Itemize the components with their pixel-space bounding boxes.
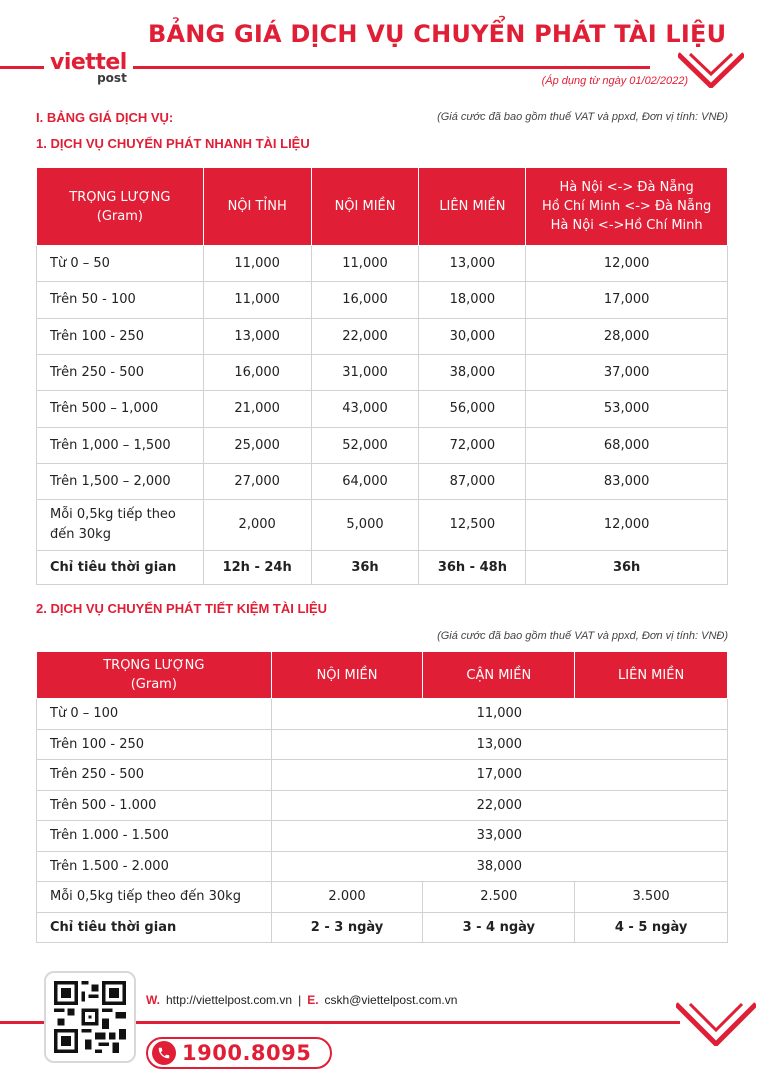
qr-code-icon bbox=[44, 971, 136, 1063]
weight-cell: Trên 100 - 250 bbox=[37, 729, 272, 760]
price-cell: 21,000 bbox=[203, 391, 311, 427]
hotline-number: 1900.8095 bbox=[182, 1041, 312, 1065]
header-noi-mien: NỘI MIỀN bbox=[271, 652, 423, 699]
table-row bbox=[37, 318, 728, 354]
price-cell: 2.000 bbox=[271, 882, 423, 913]
table-row bbox=[37, 246, 728, 282]
table-row bbox=[37, 463, 728, 499]
email-link[interactable]: cskh@viettelpost.com.vn bbox=[324, 993, 458, 1007]
header-special-routes: Hà Nội <-> Đà Nẵng Hồ Chí Minh <-> Đà Nẵng Hà Nội <->Hồ Chí Minh bbox=[526, 168, 728, 246]
contact-separator: | bbox=[298, 993, 302, 1007]
header-lien-mien: LIÊN MIỀN bbox=[575, 652, 728, 699]
price-cell: 13,000 bbox=[419, 246, 526, 282]
logo-wordmark: viettel bbox=[50, 50, 127, 75]
weight-cell: Trên 1.000 - 1.500 bbox=[37, 821, 272, 852]
weight-cell: Từ 0 – 100 bbox=[37, 699, 272, 730]
delivery-time-row bbox=[37, 912, 728, 943]
section-heading: I. BẢNG GIÁ DỊCH VỤ: bbox=[36, 110, 174, 125]
weight-cell: Trên 50 - 100 bbox=[37, 282, 204, 318]
table-row bbox=[37, 354, 728, 390]
weight-cell: Mỗi 0,5kg tiếp theo đến 30kg bbox=[37, 500, 204, 550]
price-cell: 68,000 bbox=[526, 427, 728, 463]
price-cell: 11,000 bbox=[271, 699, 727, 730]
time-cell: 36h bbox=[311, 550, 419, 584]
table-header-row bbox=[37, 168, 728, 246]
time-cell: 12h - 24h bbox=[203, 550, 311, 584]
weight-cell: Mỗi 0,5kg tiếp theo đến 30kg bbox=[37, 882, 272, 913]
weight-cell: Trên 250 - 500 bbox=[37, 760, 272, 791]
price-cell: 30,000 bbox=[419, 318, 526, 354]
price-cell: 2,000 bbox=[203, 500, 311, 550]
table-row bbox=[37, 729, 728, 760]
price-cell: 83,000 bbox=[526, 463, 728, 499]
weight-cell: Từ 0 – 50 bbox=[37, 246, 204, 282]
header-lien-mien: LIÊN MIỀN bbox=[419, 168, 526, 246]
price-cell: 16,000 bbox=[311, 282, 419, 318]
document-title: BẢNG GIÁ DỊCH VỤ CHUYỂN PHÁT TÀI LIỆU bbox=[148, 20, 727, 48]
price-cell: 11,000 bbox=[311, 246, 419, 282]
price-cell: 53,000 bbox=[526, 391, 728, 427]
price-cell: 12,000 bbox=[526, 246, 728, 282]
table-row bbox=[37, 882, 728, 913]
price-cell: 87,000 bbox=[419, 463, 526, 499]
table-row bbox=[37, 699, 728, 730]
phone-icon bbox=[152, 1041, 176, 1065]
price-cell: 17,000 bbox=[271, 760, 727, 791]
price-cell: 16,000 bbox=[203, 354, 311, 390]
weight-cell: Trên 500 – 1,000 bbox=[37, 391, 204, 427]
price-note: (Giá cước đã bao gồm thuế VAT và ppxd, Đơn vị tính: VNĐ) bbox=[437, 111, 728, 123]
price-cell: 37,000 bbox=[526, 354, 728, 390]
header-can-mien: CẬN MIỀN bbox=[423, 652, 575, 699]
time-label-cell: Chỉ tiêu thời gian bbox=[37, 550, 204, 584]
table-row bbox=[37, 391, 728, 427]
viettel-post-logo bbox=[44, 52, 133, 84]
price-cell: 5,000 bbox=[311, 500, 419, 550]
table-header-row bbox=[37, 652, 728, 699]
header-weight: TRỌNG LƯỢNG (Gram) bbox=[37, 168, 204, 246]
time-cell: 2 - 3 ngày bbox=[271, 912, 423, 943]
price-cell: 38,000 bbox=[419, 354, 526, 390]
time-label-cell: Chỉ tiêu thời gian bbox=[37, 912, 272, 943]
time-cell: 3 - 4 ngày bbox=[423, 912, 575, 943]
price-cell: 12,500 bbox=[419, 500, 526, 550]
header-noi-mien: NỘI MIỀN bbox=[311, 168, 419, 246]
table-row bbox=[37, 500, 728, 550]
weight-cell: Trên 1.500 - 2.000 bbox=[37, 851, 272, 882]
weight-cell: Trên 1,000 – 1,500 bbox=[37, 427, 204, 463]
economy-price-table bbox=[36, 651, 728, 943]
weight-cell: Trên 500 - 1.000 bbox=[37, 790, 272, 821]
time-cell: 4 - 5 ngày bbox=[575, 912, 728, 943]
price-cell: 3.500 bbox=[575, 882, 728, 913]
price-cell: 38,000 bbox=[271, 851, 727, 882]
price-cell: 11,000 bbox=[203, 282, 311, 318]
website-link[interactable]: http://viettelpost.com.vn bbox=[166, 993, 293, 1007]
express-price-table bbox=[36, 167, 728, 585]
price-cell: 12,000 bbox=[526, 500, 728, 550]
hotline-badge[interactable] bbox=[146, 1037, 332, 1069]
table-row bbox=[37, 427, 728, 463]
price-cell: 28,000 bbox=[526, 318, 728, 354]
time-cell: 36h - 48h bbox=[419, 550, 526, 584]
price-cell: 13,000 bbox=[271, 729, 727, 760]
time-cell: 36h bbox=[526, 550, 728, 584]
chevron-decoration-icon bbox=[676, 1002, 756, 1046]
contact-line bbox=[146, 993, 457, 1007]
logo-subtext: post bbox=[97, 71, 127, 85]
table-row bbox=[37, 790, 728, 821]
price-cell: 25,000 bbox=[203, 427, 311, 463]
price-cell: 2.500 bbox=[423, 882, 575, 913]
price-cell: 64,000 bbox=[311, 463, 419, 499]
price-cell: 22,000 bbox=[311, 318, 419, 354]
price-cell: 33,000 bbox=[271, 821, 727, 852]
price-cell: 11,000 bbox=[203, 246, 311, 282]
price-cell: 43,000 bbox=[311, 391, 419, 427]
weight-cell: Trên 100 - 250 bbox=[37, 318, 204, 354]
table-row bbox=[37, 821, 728, 852]
weight-cell: Trên 250 - 500 bbox=[37, 354, 204, 390]
price-cell: 52,000 bbox=[311, 427, 419, 463]
price-cell: 56,000 bbox=[419, 391, 526, 427]
table-row bbox=[37, 760, 728, 791]
price-cell: 17,000 bbox=[526, 282, 728, 318]
express-service-heading: 1. DỊCH VỤ CHUYỂN PHÁT NHANH TÀI LIỆU bbox=[36, 136, 310, 151]
table-row bbox=[37, 851, 728, 882]
header-weight: TRỌNG LƯỢNG (Gram) bbox=[37, 652, 272, 699]
price-cell: 31,000 bbox=[311, 354, 419, 390]
price-cell: 13,000 bbox=[203, 318, 311, 354]
effective-date: (Áp dụng từ ngày 01/02/2022) bbox=[541, 75, 688, 87]
email-key: E. bbox=[307, 993, 319, 1007]
price-note: (Giá cước đã bao gồm thuế VAT và ppxd, Đơn vị tính: VNĐ) bbox=[437, 630, 728, 642]
delivery-time-row bbox=[37, 550, 728, 584]
weight-cell: Trên 1,500 – 2,000 bbox=[37, 463, 204, 499]
table-row bbox=[37, 282, 728, 318]
website-key: W. bbox=[146, 993, 160, 1007]
chevron-decoration-icon bbox=[678, 52, 744, 88]
economy-service-heading: 2. DỊCH VỤ CHUYỂN PHÁT TIẾT KIỆM TÀI LIỆU bbox=[36, 601, 328, 616]
header-noi-tinh: NỘI TỈNH bbox=[203, 168, 311, 246]
price-cell: 22,000 bbox=[271, 790, 727, 821]
price-cell: 18,000 bbox=[419, 282, 526, 318]
price-cell: 72,000 bbox=[419, 427, 526, 463]
price-cell: 27,000 bbox=[203, 463, 311, 499]
